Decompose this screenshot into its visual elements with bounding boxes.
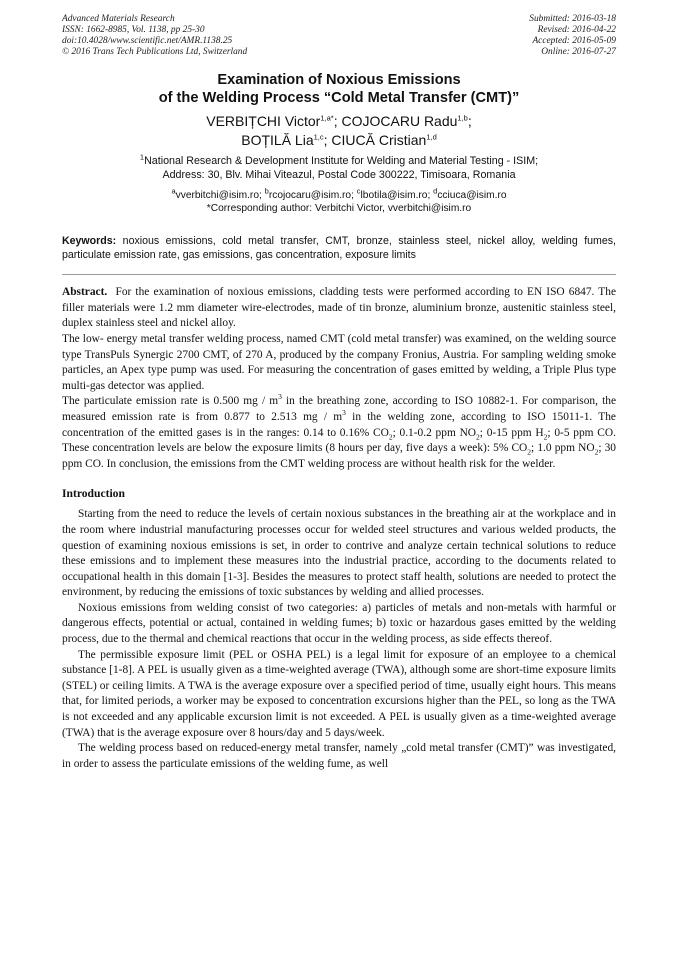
section-divider <box>62 274 616 275</box>
author-separator: ; <box>467 113 472 129</box>
keywords <box>62 235 616 262</box>
affiliation <box>62 152 616 182</box>
email-address: lbotila@isim.ro <box>360 190 428 201</box>
authors-line-2 <box>62 131 616 150</box>
date-accepted: Accepted: 2016-05-09 <box>532 36 616 46</box>
journal-header <box>62 14 616 58</box>
author-name: VERBIȚCHI Victor <box>206 113 321 129</box>
email-address: vverbitchi@isim.ro <box>175 190 259 201</box>
journal-issn: ISSN: 1662-8985, Vol. 1138, pp 25-30 <box>62 25 205 35</box>
paper-title <box>62 72 616 107</box>
affiliation-line-1 <box>62 152 616 169</box>
date-revised: Revised: 2016-04-22 <box>537 25 616 35</box>
author-list <box>62 112 616 149</box>
email-mark: b <box>264 186 269 196</box>
intro-paragraph: Noxious emissions from welding consist of two categories: a) particles of metals and non-metals with harmful or dangerous effects, potential or actual, contained in welding fumes; b) toxic or hazardous gases emitted by the welding process, due to the thermal and chemical reactions that occur in the welding process, as side effects thereof. <box>62 601 616 646</box>
journal-info <box>62 14 247 58</box>
affiliation-line-2: Address: 30, Blv. Mihai Viteazul, Postal Code 300222, Timisoara, Romania <box>162 168 516 181</box>
email-mark: d <box>433 186 438 196</box>
author-affiliation-mark: 1,b <box>457 113 468 123</box>
date-online: Online: 2016-07-27 <box>541 47 616 57</box>
author-affiliation-mark: 1,a* <box>320 113 334 123</box>
author-name: BOȚILĂ Lia <box>241 131 314 148</box>
author-name: COJOCARU Radu <box>341 113 458 129</box>
keywords-label: Keywords: <box>62 235 117 247</box>
intro-paragraph: Starting from the need to reduce the levels of certain noxious substances in the breathing air at the workplace and in the room where industrial manufacturing processes occur for welded steel structures and various welded products, the question of examining noxious emissions is set, in order to contrive and analyze certain technical solutions to reduce these emissions and to implement these measures into the industrial practice, according to the documents related to occupational health in this domain [1-3]. Besides the measures to protect staff health, solutions are needed to protect the environment, by reducing the emissions of toxic substances by welding and allied processes. <box>62 508 616 599</box>
affiliation-institute: National Research & Development Institute for Welding and Material Testing - ISIM; <box>144 155 539 167</box>
author-affiliation-mark: 1,c <box>313 131 324 141</box>
affiliation-mark: 1 <box>139 152 145 162</box>
abstract <box>62 285 616 472</box>
publication-dates <box>529 14 616 58</box>
date-submitted: Submitted: 2016-03-18 <box>529 14 616 24</box>
abstract-paragraph: The low- energy metal transfer welding process, named CMT (cold metal transfer) was examined, on the welding source type TransPuls Synergic 2700 CMT, of 270 A, produced by the company Fronius, Austria. For sampling welding smoke particles, an Apex type pump was used. For measuring the concentration of gases emitted by welding, a Triple Plus type multi-gas detector was applied. <box>62 332 616 392</box>
email-mark: a <box>171 186 176 196</box>
author-separator: ; <box>333 113 342 129</box>
intro-paragraph: The welding process based on reduced-energy metal transfer, namely „cold metal transfer (CMT)” was investigated, in order to assess the particulate emissions of the welding fume, as well <box>62 742 616 770</box>
journal-copyright: © 2016 Trans Tech Publications Ltd, Switzerland <box>62 47 248 57</box>
email-line: $^a$vverbitchi@isim.ro; $^b$rcojocaru@isim.ro; $^c$lbotila@isim.ro; $^d$cciuca@isim.ro <box>171 186 507 201</box>
corresponding-author: *Corresponding author: Verbitchi Victor, vverbitchi@isim.ro <box>206 203 472 214</box>
author-affiliation-mark: 1,d <box>426 131 437 141</box>
journal-name: Advanced Materials Research <box>62 14 175 24</box>
author-separator: ; <box>323 131 332 148</box>
title-line-2: of the Welding Process “Cold Metal Transfer (CMT)” <box>158 89 520 106</box>
author-emails <box>62 186 616 215</box>
intro-paragraph: The permissible exposure limit (PEL or OSHA PEL) is a legal limit for exposure of an employee to a chemical substance [1-8]. A PEL is usually given as a time-weighted average (TWA), although some are short-time exposure limits (STEL) or ceiling limits. A TWA is the average exposure over a specified period of time, usually eight hours. This means that, for limited periods, a worker may be exposed to concentration excursions higher than the PEL, so long as the TWA is not exceeded and any applicable excursion limit is not exceeded. A PEL is usually given as a time-weighted average (TWA) that is the average exposure over 8 hours/day and 5 days/week. <box>62 648 616 739</box>
abstract-paragraph: Abstract. For the examination of noxious emissions, cladding tests were performed according to EN ISO 6847. The filler materials were 1.2 mm diameter wire-electrodes, made of tin bronze, aluminium bronze, austenitic stainless steel, duplex stainless steel and nickel alloy. <box>62 286 617 330</box>
abstract-label: Abstract. <box>62 286 108 299</box>
authors-line-1 <box>62 112 616 131</box>
introduction-body <box>62 507 616 772</box>
email-address: rcojocaru@isim.ro <box>268 190 352 201</box>
abstract-paragraph: The particulate emission rate is 0.500 mg / $m^3$ in the breathing zone, according to ISO 10882-1. For comparison, the measured emission rate is from 0.877 to 2.513 mg / $m^3$ in the welding zone, according to ISO 15011-1. The concentration of the emitted gases is in the ranges: 0.14 to 0.16% $CO_2$; 0.1-0.2 ppm $NO_2$; 0-15 ppm $H_2$; 0-5 ppm CO. These concentration levels are below the exposure limits (8 hours per day, five days a week): 5% $CO_2$; 1.0 ppm $NO_2$; 30 ppm CO. In conclusion, the emissions from the CMT welding process are without health risk for the welder. <box>62 392 617 470</box>
email-mark: c <box>356 186 361 196</box>
section-heading-introduction: Introduction <box>62 487 125 501</box>
keywords-text: noxious emissions, cold metal transfer, CMT, bronze, stainless steel, nickel alloy, welding fumes, particulate emission rate, gas emissions, gas concentration, exposure limits <box>62 235 616 261</box>
title-line-1: Examination of Noxious Emissions <box>217 72 461 88</box>
author-name: CIUCĂ Cristian <box>331 131 427 148</box>
journal-doi: doi:10.4028/www.scientific.net/AMR.1138.25 <box>62 36 233 46</box>
email-address: cciuca@isim.ro <box>437 190 507 201</box>
